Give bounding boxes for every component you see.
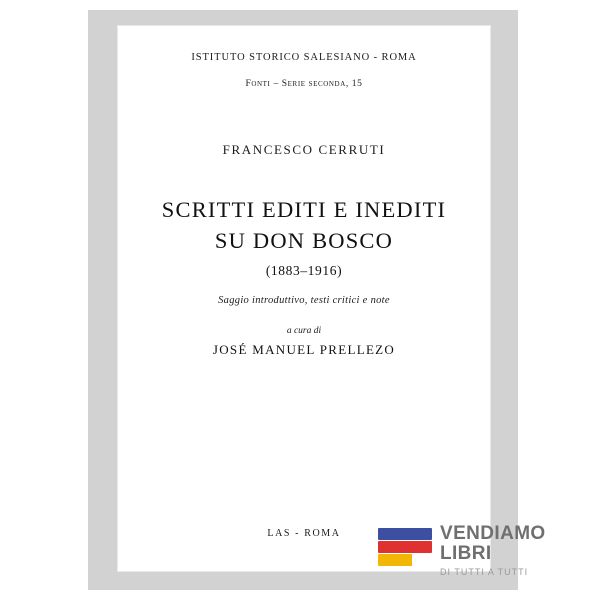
book-cover [118,26,490,571]
watermark-line-2: LIBRI [440,543,492,564]
series-line: Fonti – Serie seconda, 15 [245,79,363,89]
flag-icon [378,528,432,566]
editor-block [118,326,490,358]
title-line-1: SCRITTI EDITI E INEDITI [161,197,447,222]
flag-bar-blue [378,528,432,540]
flag-bar-red [378,541,432,553]
watermark-line-1: VENDIAMO [440,523,546,544]
title-block [118,194,490,279]
publisher-line: LAS - ROMA [267,528,341,539]
book-cover-content [118,26,490,571]
editor-prefix: a cura di [286,326,322,336]
title-line-2: SU DON BOSCO [214,228,394,253]
editor-name: JOSÉ MANUEL PRELLEZO [212,342,396,357]
institute-line: ISTITUTO STORICO SALESIANO - ROMA [191,52,417,63]
title-years: (1883–1916) [265,263,343,278]
watermark-line-3: DI TUTTI A TUTTI [440,567,529,577]
series-block [118,52,490,89]
author-name: FRANCESCO CERRUTI [222,142,386,157]
subtitle-line: Saggio introduttivo, testi critici e note [218,295,390,306]
watermark-logo [378,524,590,586]
flag-notch [412,554,432,566]
watermark-text [440,524,590,577]
